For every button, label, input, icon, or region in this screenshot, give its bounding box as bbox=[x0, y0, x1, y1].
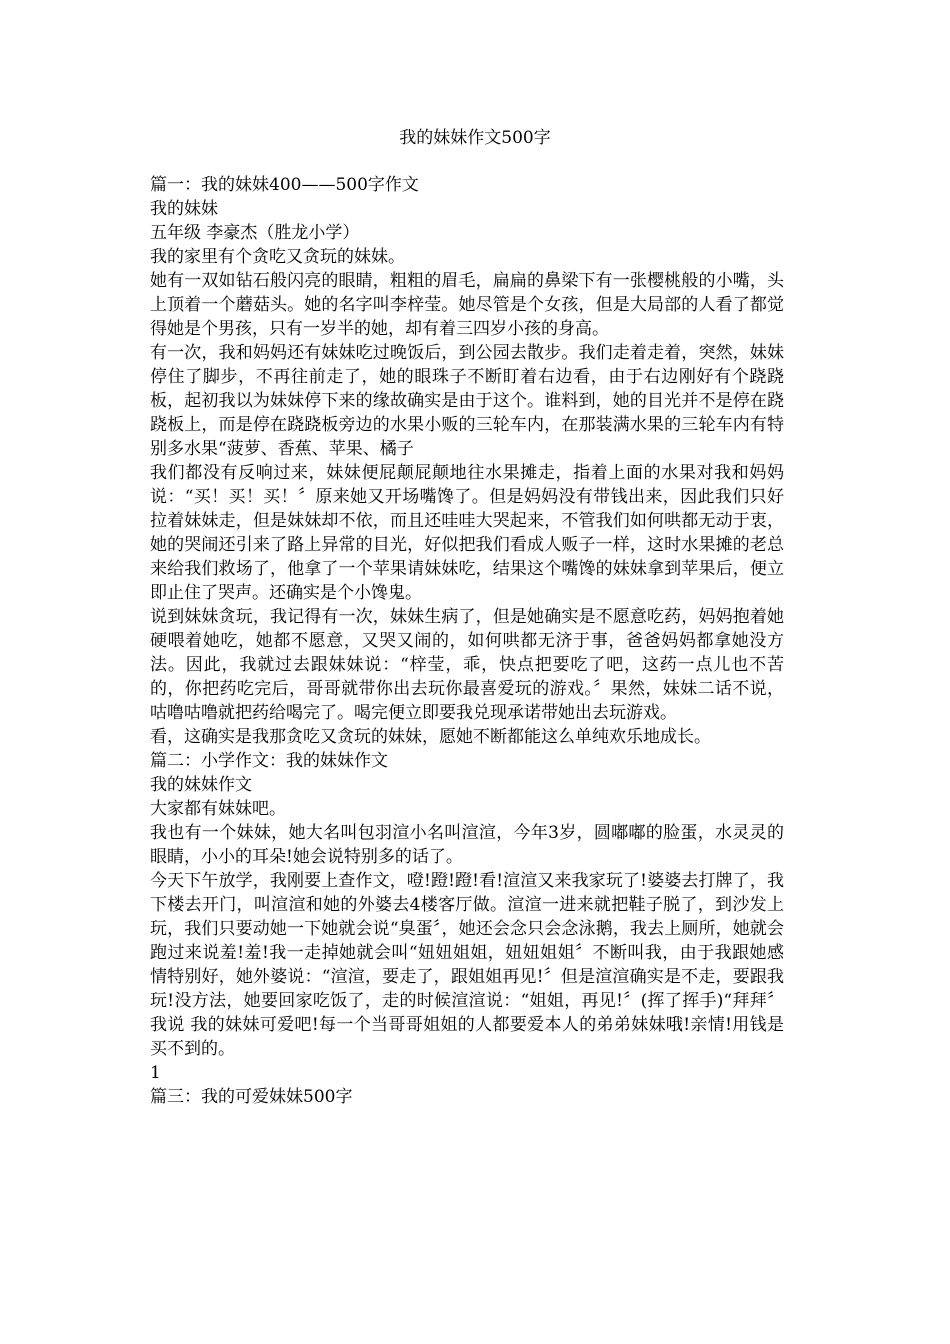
section-heading: 篇二：小学作文：我的妹妹作文 bbox=[150, 751, 388, 771]
paragraph: 看，这确实是我那贪吃又贪玩的妹妹，愿她不断都能这么单纯欢乐地成长。 bbox=[150, 727, 711, 747]
paragraph: 她有一双如钻石般闪亮的眼睛，粗粗的眉毛，扁扁的鼻梁下有一张樱桃般的小嘴，头上顶着一个蘑菇头。她的名字叫李梓莹。她尽管是个女孩，但是大局部的人看了都觉得她是个男孩，只有一岁半的她，却有着三四岁小孩的身高。 bbox=[150, 271, 784, 339]
section-heading: 篇一：我的妹妹400——500字作文 bbox=[150, 175, 419, 195]
paragraph: 我也有一个妹妹，她大名叫包羽渲小名叫渲渲，今年3岁，圆嘟嘟的脸蛋，水灵灵的眼睛，小小的耳朵!她会说特别多的话了。 bbox=[150, 823, 784, 867]
essay-title: 我的妹妹 bbox=[150, 199, 218, 219]
document-title: 我的妹妹作文500字 bbox=[399, 128, 551, 148]
paragraph: 今天下午放学，我刚要上查作文，噔!蹬!蹬!看!渲渲又来我家玩了!婆婆去打牌了，我下楼去开门，叫渲渲和她的外婆去4楼客厅做。渲渲一进来就把鞋子脱了，到沙发上玩，我们只要动她一下她就会说“臭蛋〞，她还会念只会念泳鹅，我去上厕所，她就会跑过来说羞!羞!我一走掉她就会叫“妞妞姐姐，妞妞姐姐〞不断叫我，由于我跟她感情特别好，她外婆说：“渲渲，要走了，跟姐姐再见!〞但是渲渲确实是不走，要跟我玩!没方法，她要回家吃饭了，走的时候渲渲说：“姐姐，再见!〞(挥了挥手)“拜拜〞我说 我的妹妹可爱吧!每一个当哥哥姐姐的人都要爱本人的弟弟妹妹哦!亲情!用钱是买不到的。 bbox=[150, 871, 784, 1059]
paragraph: 有一次，我和妈妈还有妹妹吃过晚饭后，到公园去散步。我们走着走着，突然，妹妹停住了脚步，不再往前走了，她的眼珠子不断盯着右边看，由于右边刚好有个跷跷板，起初我以为妹妹停下来的缘故确实是由于这个。谁料到，她的目光并不是停在跷跷板上，而是停在跷跷板旁边的水果小贩的三轮车内，在那装满水果的三轮车内有特别多水果“菠萝、香蕉、苹果、橘子 bbox=[150, 343, 784, 459]
essay-title: 我的妹妹作文 bbox=[150, 775, 252, 795]
paragraph: 说到妹妹贪玩，我记得有一次，妹妹生病了，但是她确实是不愿意吃药，妈妈抱着她硬喂着她吃，她都不愿意，又哭又闹的，如何哄都无济于事，爸爸妈妈都拿她没方法。因此，我就过去跟妹妹说：“梓莹，乖，快点把要吃了吧，这药一点儿也不苦的，你把药吃完后，哥哥就带你出去玩你最喜爱玩的游戏。〞果然，妹妹二话不说，咕噜咕噜就把药给喝完了。喝完便立即要我兑现承诺带她出去玩游戏。 bbox=[150, 607, 784, 723]
section-heading: 篇三：我的可爱妹妹500字 bbox=[150, 1087, 353, 1107]
author-line: 五年级 李豪杰（胜龙小学） bbox=[150, 223, 360, 243]
document-body bbox=[150, 173, 784, 1109]
paragraph: 我们都没有反响过来，妹妹便屁颠屁颠地往水果摊走，指着上面的水果对我和妈妈说：“买！买！买！〞原来她又开场嘴馋了。但是妈妈没有带钱出来，因此我们只好拉着妹妹走，但是妹妹却不依，而且还哇哇大哭起来，不管我们如何哄都无动于衷，她的哭闹还引来了路上异常的目光，好似把我们看成人贩子一样，这时水果摊的老总来给我们救场了，他拿了一个苹果请妹妹吃，结果这个嘴馋的妹妹拿到苹果后，便立即止住了哭声。还确实是个小馋鬼。 bbox=[150, 463, 784, 603]
paragraph: 大家都有妹妹吧。 bbox=[150, 799, 286, 819]
paragraph: 我的家里有个贪吃又贪玩的妹妹。 bbox=[150, 247, 405, 267]
page-number: 1 bbox=[150, 1063, 161, 1083]
